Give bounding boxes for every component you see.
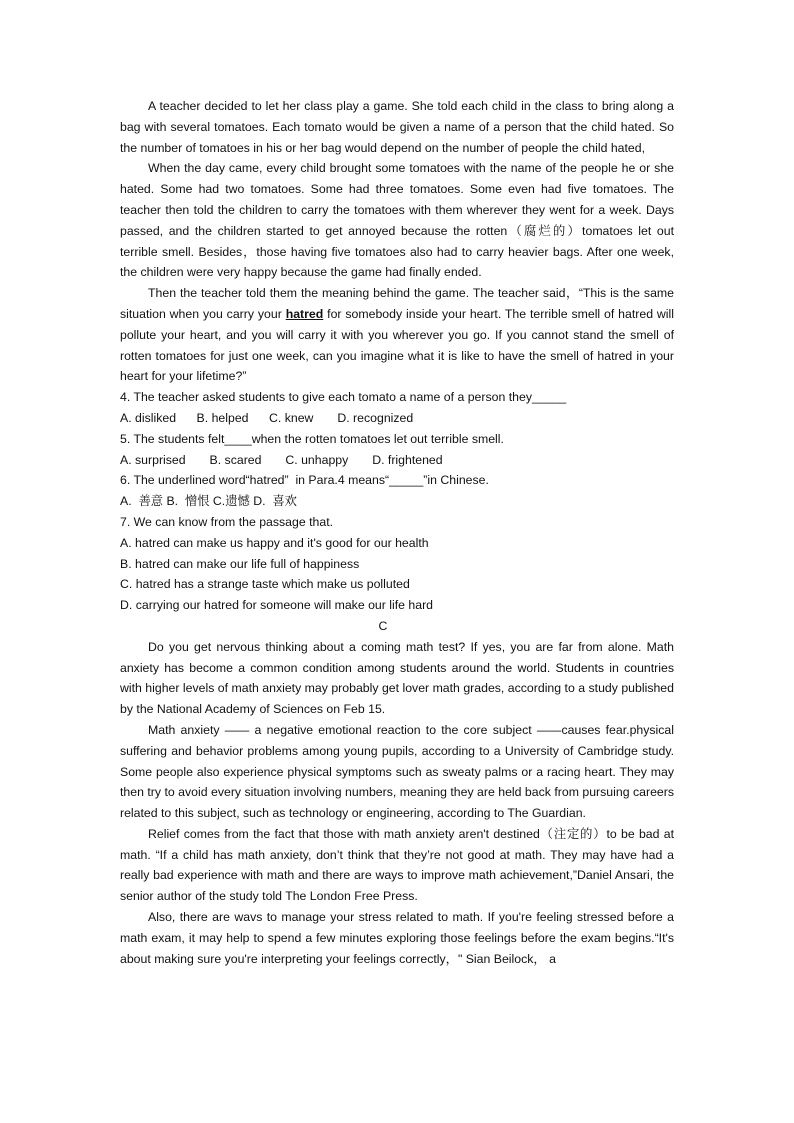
passage-c-paragraph-4: Also, there are wavs to manage your stress related to math. If you're feeling stressed before a math exam, it may help to spend a few minutes exploring those feelings before the exam begins.“It's about making sure you're interpreting your feelings correctly，" Sian Beilock， a — [120, 910, 674, 966]
question-6-stem: 6. The underlined word“hatred” in Para.4 means“_____”in Chinese. — [120, 473, 489, 488]
question-7-option-a: A. hatred can make us happy and it's good for our health — [120, 535, 429, 550]
section-heading-c: C — [378, 618, 388, 633]
question-6-options: A. 善意 B. 憎恨 C.遗憾 D. 喜欢 — [120, 494, 297, 509]
paragraph-3-text-before: Then the teacher told them the meaning behind the game. The teacher said，“This is the same situation when you carry your — [120, 286, 674, 321]
underlined-word-hatred: hatred — [285, 306, 324, 321]
question-7-option-c: C. hatred has a strange taste which make us polluted — [120, 577, 410, 592]
passage-c-paragraph-3: Relief comes from the fact that those with math anxiety aren't destined（注定的）to be bad at math. “If a child has math anxiety, don’t think that they’re not good at math. They may have had a really bad experience with math and there are ways to improve math achievement,”Daniel Ansari, the senior author of the study told The London Free Press. — [120, 826, 674, 904]
passage-b-paragraph-2: When the day came, every child brought some tomatoes with the name of the people he or she hated. Some had two tomatoes. Some had three tomatoes. Some even had five tomatoes. The teacher then told the children to carry the tomatoes with them wherever they went for a week. Days passed, and the children started to get annoyed because the rotten（腐烂的）tomatoes let out terrible smell. Besides，those having five tomatoes also had to carry heavier bags. After one week, the children were very happy because the game had finally ended. — [120, 161, 674, 280]
question-7-option-d: D. carrying our hatred for someone will make our life hard — [120, 598, 434, 613]
passage-c-paragraph-1: Do you get nervous thinking about a coming math test? If yes, you are far from alone. Math anxiety has become a common condition among students around the world. Students in countries with higher levels of math anxiety may probably get lover math grades, according to a study published by the National Academy of Sciences on Feb 15. — [120, 639, 674, 717]
question-7-stem: 7. We can know from the passage that. — [120, 514, 334, 529]
question-4-stem: 4. The teacher asked students to give each tomato a name of a person they_____ — [120, 390, 567, 405]
question-4-options: A. disliked B. helped C. knew D. recognized — [120, 410, 414, 425]
passage-c-paragraph-2: Math anxiety —— a negative emotional reaction to the core subject ——causes fear.physical suffering and behavior problems among young pupils, according to a University of Cambridge study. Some people also experience physical symptoms such as sweaty palms or a racing heart. They may then try to avoid every situation involving numbers, meaning they are held back from pursuing careers related to this subject, such as technology or engineering, according to The Guardian. — [120, 722, 674, 821]
question-7-option-b: B. hatred can make our life full of happiness — [120, 556, 360, 571]
question-5-options: A. surprised B. scared C. unhappy D. frightened — [120, 452, 443, 467]
passage-b-paragraph-3 — [120, 283, 674, 387]
question-5-stem: 5. The students felt____when the rotten tomatoes let out terrible smell. — [120, 431, 504, 446]
paragraph-3-text-after: for somebody inside your heart. The terrible smell of hatred will pollute your heart, and you will carry it with you wherever you go. If you cannot stand the smell of rotten tomatoes for just one week, can you imagine what it is like to have the smell of hatred in your heart for your lifetime?” — [120, 306, 674, 384]
passage-b-paragraph-1: A teacher decided to let her class play a game. She told each child in the class to bring along a bag with several tomatoes. Each tomato would be given a name of a person that the child hated. So the number of tomatoes in his or her bag would depend on the number of people the child hated, — [120, 99, 674, 155]
